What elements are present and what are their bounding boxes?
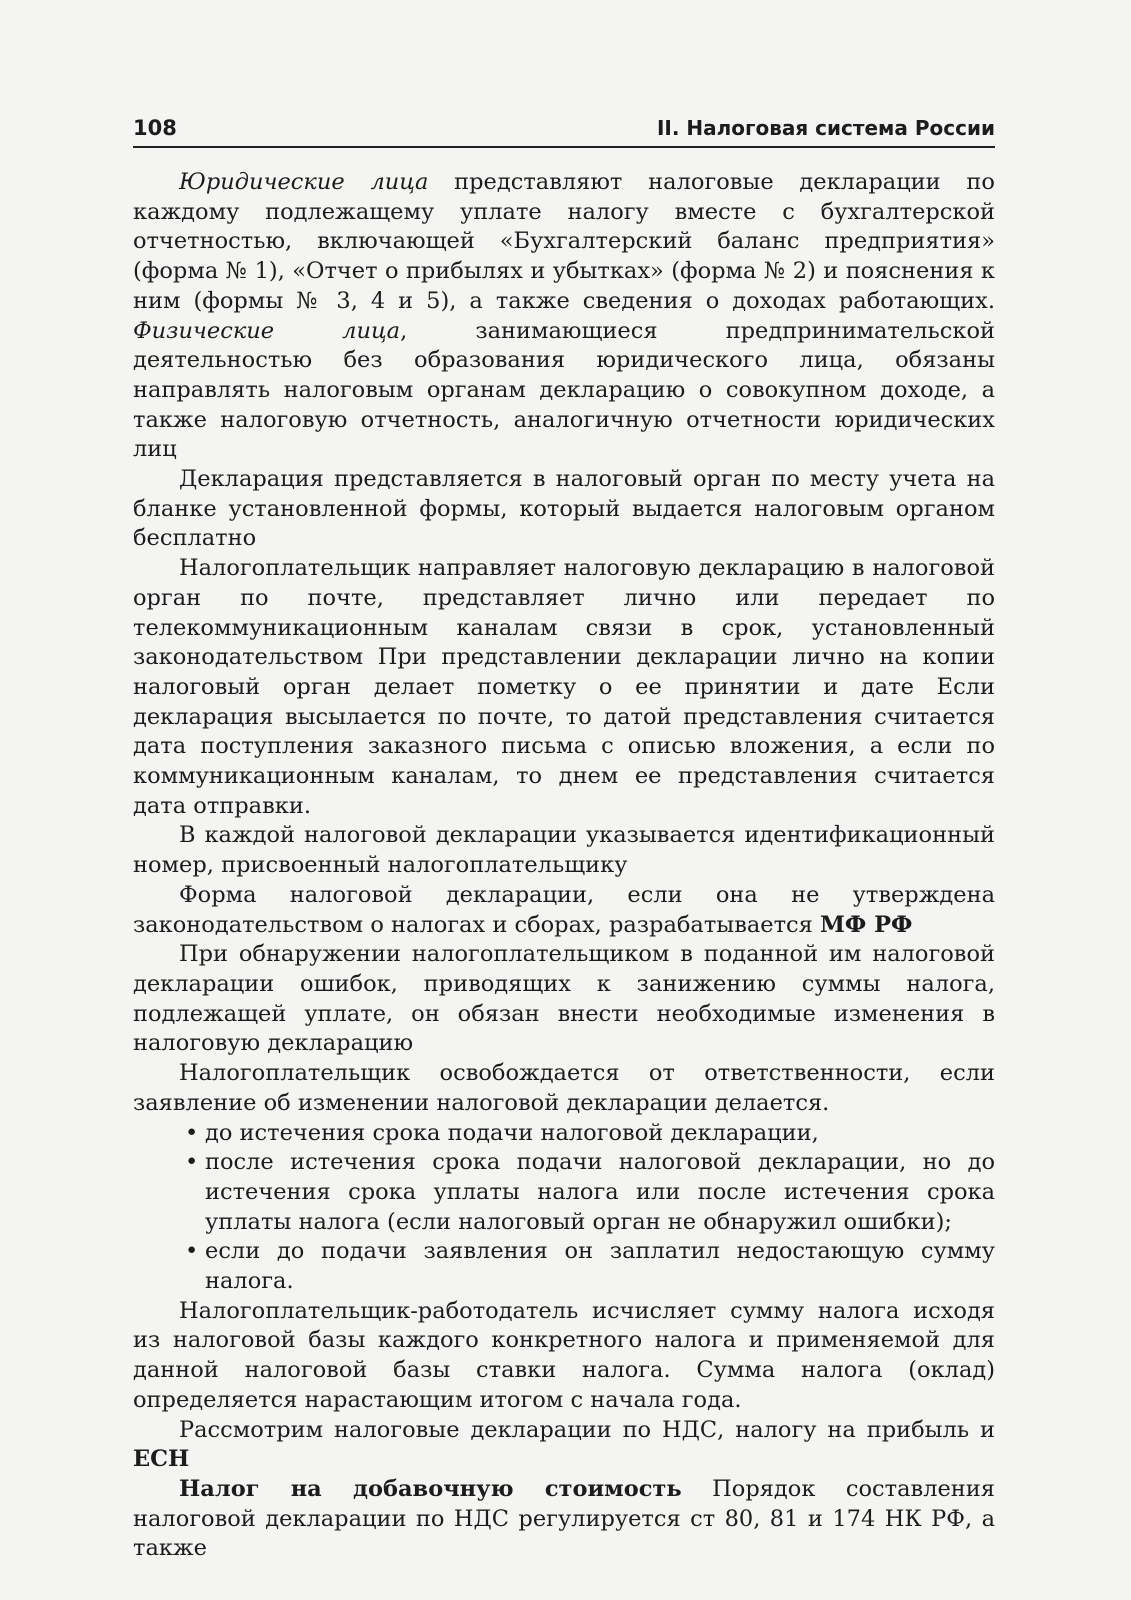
paragraph-text: Рассмотрим налоговые декларации по НДС, налогу на прибыль и	[179, 1416, 995, 1443]
page-header	[133, 112, 995, 148]
paragraph-liability: Налогоплательщик освобождается от ответственности, если заявление об изменении налоговой декларации делается.	[133, 1060, 995, 1116]
paragraph-form-development	[133, 881, 995, 940]
esn-abbr: ЕСН	[133, 1446, 190, 1473]
chapter-title: II. Налоговая система России	[656, 116, 995, 140]
paragraph-employer: Налогоплательщик-работодатель исчисляет сумму налога исходя из налоговой базы каждого конкретного налога и применяемой для данной налоговой базы ставки налога. Сумма налога (оклад) определяется нарастающим итогом с начала года.	[133, 1297, 995, 1413]
bullet-icon: •	[185, 1238, 199, 1265]
paragraph-id-number: В каждой налоговой декларации указывается идентификационный номер, присвоенный налогоплательщику	[133, 822, 995, 879]
page-body	[133, 168, 995, 1564]
paragraph-submission: Налогоплательщик направляет налоговую декларацию в налоговой орган по почте, представляет лично или передает по телекоммуникационным каналам связи в срок, установленный законодательством При представлении декларации лично на копии налоговый орган делает пометку о ее принятии и дате Если декларация высылается по почте, то датой представления считается дата поступления заказного письма с описью вложения, а если по коммуникационным каналам, то днем ее представления считается дата отправки.	[133, 555, 995, 819]
list-item: • до истечения срока подачи налоговой декларации,	[183, 1119, 995, 1149]
bullet-icon: •	[185, 1119, 199, 1146]
conditions-list	[133, 1119, 995, 1297]
bullet-icon: •	[185, 1149, 199, 1176]
page-number: 108	[133, 116, 177, 140]
paragraph-text: Форма налоговой декларации, если она не утверждена законодательством о налогах и сборах, разрабатывается	[133, 881, 995, 938]
paragraph-text: , занимающиеся предпринимательской деятельностью без образования юридического лица, обязаны направлять налоговым органам декларацию о совокупном доходе, а также налоговую отчетность, аналогичную отчетности юридических лиц	[133, 317, 995, 463]
term-individuals: Физические лица	[133, 317, 401, 344]
ministry-abbr: МФ РФ	[820, 911, 913, 938]
paragraph-text: представляют налоговые декларации по каждому подлежащему уплате налогу вместе с бухгалтерской отчетностью, включающей «Бухгалтерский баланс предприятия» (форма № 1), «Отчет о прибылях и убытках» (форма № 2) и пояснения к ним (формы № 3, 4 и 5), а также сведения о доходах работающих.	[133, 169, 995, 314]
term-legal-entities: Юридические лица	[179, 169, 429, 195]
paragraph-overview	[133, 1416, 995, 1475]
section-heading-vat: Налог на добавочную стоимость	[179, 1475, 682, 1502]
paragraph-errors: При обнаружении налогоплательщиком в поданной им налоговой декларации ошибок, приводящих к занижению суммы налога, подлежащей уплате, он обязан внести необходимые изменения в налоговую декларацию	[133, 941, 995, 1057]
paragraph-vat	[133, 1475, 995, 1564]
paragraph-declaration-form: Декларация представляется в налоговый орган по месту учета на бланке установленной формы, который выдается налоговым органом бесплатно	[133, 466, 995, 552]
list-item: • если до подачи заявления он заплатил недостающую сумму налога.	[185, 1238, 995, 1295]
list-item: • после истечения срока подачи налоговой декларации, но до истечения срока уплаты налога или после истечения срока уплаты налога (если налоговый орган не обнаружил ошибки);	[185, 1149, 995, 1235]
paragraph-text: Порядок составления налоговой декларации по НДС регулируется ст 80, 81 и 174 НК РФ, а также	[133, 1475, 995, 1562]
paragraph-legal-entities	[133, 168, 995, 465]
